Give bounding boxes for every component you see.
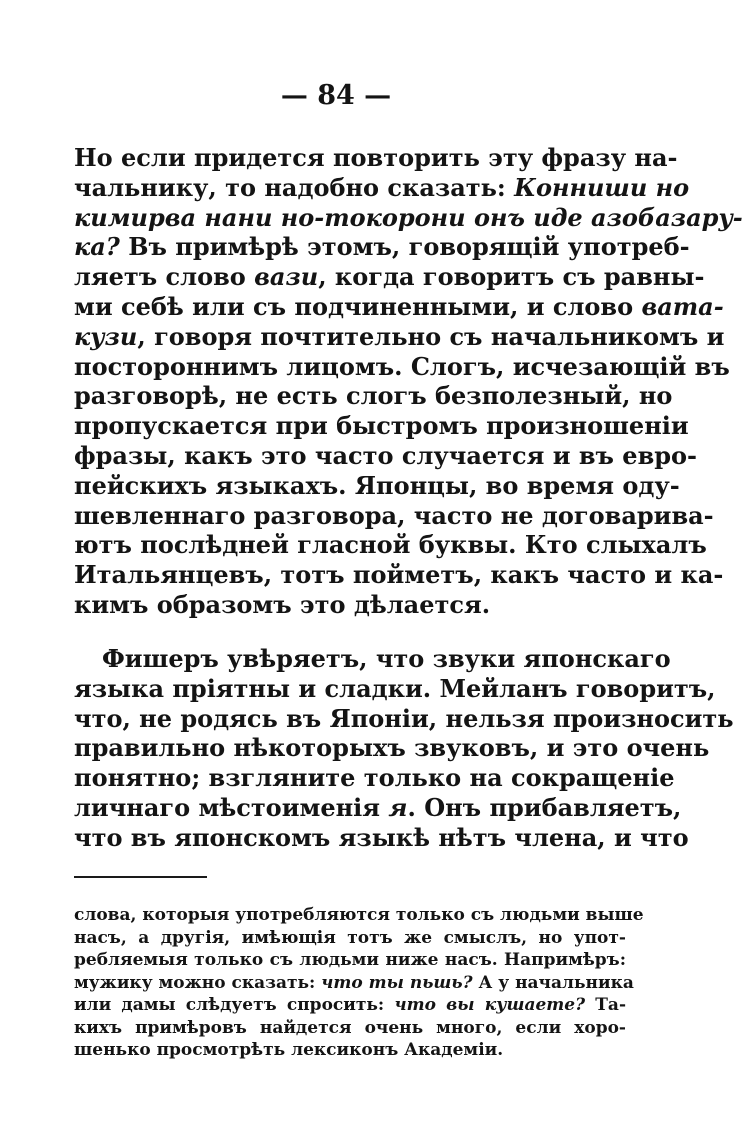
- italic-run: что вы кушаете?: [394, 995, 586, 1015]
- text-line: [74, 927, 626, 950]
- text-run: ребляемыя только съ людьми ниже насъ. Напримѣръ:: [74, 950, 626, 970]
- italic-run: я: [388, 792, 408, 822]
- text-line: [74, 792, 682, 823]
- italic-run: Конниши но: [514, 172, 690, 202]
- text-run: насъ, а другія, имѣющія тотъ же смыслъ, но упот-: [74, 927, 626, 948]
- text-line: [74, 994, 626, 1017]
- text-run: Та-: [585, 995, 626, 1015]
- text-run: кимъ образомъ это дѣлается.: [74, 589, 491, 619]
- text-line: [74, 143, 678, 173]
- text-line: [74, 232, 690, 262]
- italic-run: что ты пьшь?: [321, 972, 473, 993]
- text-run: фразы, какъ это часто случается и въ евро-: [74, 440, 698, 470]
- text-run: кихъ примѣровъ найдется очень много, если хоро-: [74, 1017, 626, 1038]
- text-line: [74, 972, 634, 995]
- text-run: слова, которыя употребляются только съ людьми выше: [74, 905, 644, 925]
- text-run: пейскихъ языкахъ. Японцы, во время оду-: [74, 470, 680, 500]
- text-run: ютъ послѣдней гласной буквы. Кто слыхалъ: [74, 530, 707, 560]
- text-line: [74, 470, 680, 501]
- text-line: [74, 733, 710, 763]
- footnote-separator: [74, 876, 207, 878]
- text-run: постороннимъ лицомъ. Слогъ, исчезающій въ: [74, 351, 730, 381]
- text-run: . Онъ прибавляетъ,: [407, 792, 682, 822]
- text-line: [74, 949, 626, 972]
- text-line: [74, 644, 671, 674]
- text-run: , говоря почтительно съ начальникомъ и: [137, 321, 725, 351]
- text-line: [74, 763, 675, 793]
- text-run: Въ примѣрѣ этомъ, говорящій употреб-: [119, 232, 690, 262]
- text-line: [74, 904, 644, 927]
- italic-run: вази: [254, 262, 319, 292]
- text-line: [74, 381, 673, 411]
- text-run: пропускается при быстромъ произношеніи: [74, 411, 689, 441]
- text-line: [74, 1017, 626, 1040]
- text-run: правильно нѣкоторыхъ звуковъ, и это очень: [74, 733, 710, 763]
- paragraph-1: [74, 143, 743, 620]
- text-run: языка пріятны и сладки. Мейланъ говоритъ,: [74, 673, 716, 703]
- text-line: [74, 440, 698, 471]
- text-run: или дамы слѣдуетъ спросить:: [74, 995, 395, 1015]
- text-line: [74, 411, 689, 441]
- text-run: шенько просмотрѣть лексиконъ Академіи.: [74, 1040, 504, 1060]
- text-line: [74, 291, 724, 322]
- text-run: личнаго мѣстоименія: [74, 792, 389, 822]
- text-run: понятно; взгляните только на сокращеніе: [74, 763, 675, 793]
- text-run: Итальянцевъ, тотъ пойметъ, какъ часто и ка-: [74, 560, 724, 590]
- text-line: [74, 321, 725, 352]
- text-line: [74, 530, 707, 560]
- italic-run: кузи: [74, 321, 138, 351]
- text-run: ляетъ слово: [74, 262, 255, 292]
- text-line: [74, 351, 730, 382]
- text-line: [74, 560, 724, 590]
- text-line: [74, 202, 743, 233]
- text-line: [74, 673, 716, 704]
- italic-run: вата-: [641, 291, 724, 321]
- text-line: [74, 703, 734, 734]
- text-line: [74, 172, 690, 203]
- page-number: — 84 —: [280, 80, 392, 111]
- text-run: Но если придется повторить эту фразу на-: [74, 143, 678, 172]
- text-run: шевленнаго разговора, часто не договарива-: [74, 500, 714, 530]
- text-run: чальнику, то надобно сказать:: [74, 172, 515, 202]
- text-run: что, не родясь въ Японіи, нельзя произносить: [74, 703, 734, 733]
- text-run: Фишеръ увѣряетъ, что звуки японскаго: [102, 644, 671, 673]
- italic-run: ка?: [74, 232, 120, 262]
- text-line: [74, 500, 714, 531]
- footnote: [74, 904, 644, 1062]
- text-run: разговорѣ, не есть слогъ безполезный, но: [74, 381, 673, 411]
- paragraph-2: [74, 644, 734, 853]
- text-run: , когда говоритъ съ равны-: [318, 262, 705, 292]
- text-run: А у начальника: [472, 972, 634, 993]
- text-run: что въ японскомъ языкѣ нѣтъ члена, и что: [74, 822, 689, 852]
- text-line: [74, 262, 705, 292]
- text-run: ми себѣ или съ подчиненными, и слово: [74, 291, 642, 321]
- text-line: [74, 590, 626, 620]
- text-line: [74, 822, 689, 853]
- text-run: мужику можно сказать:: [74, 972, 322, 993]
- italic-run: кимирва нани но-токорони онъ иде азобазару-: [74, 202, 743, 232]
- text-line: [74, 1039, 626, 1062]
